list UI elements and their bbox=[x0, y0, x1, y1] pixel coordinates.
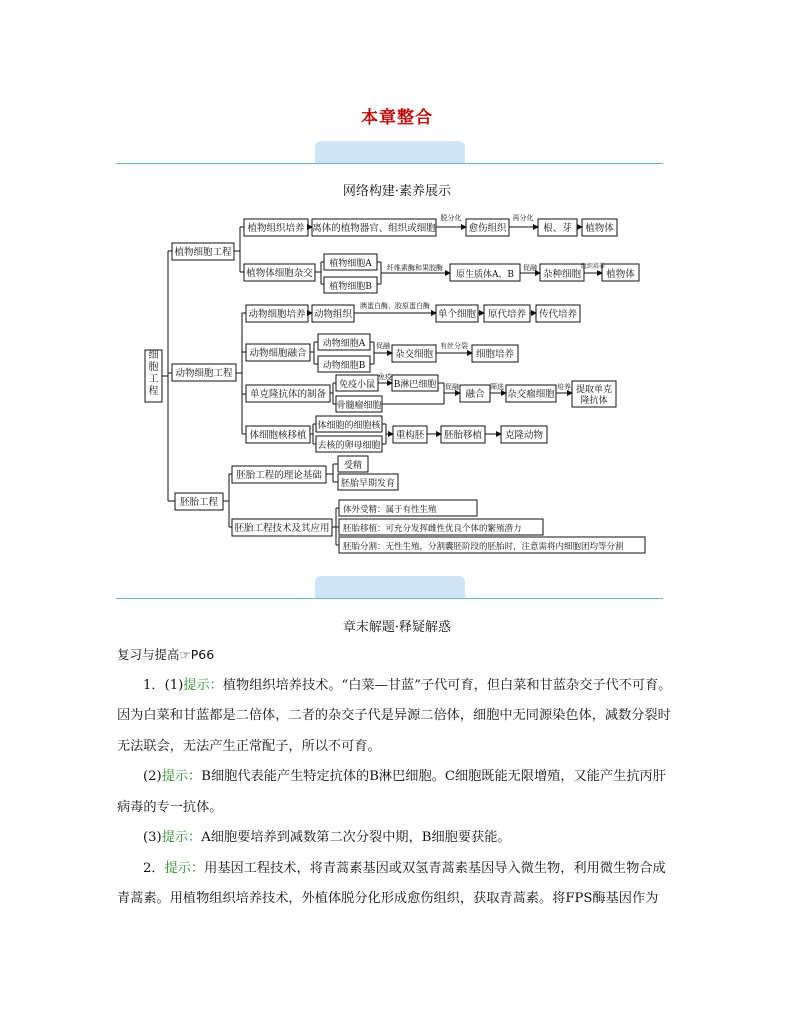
node-plant-cell-a: 植物细胞A bbox=[329, 259, 372, 269]
hint-label: 提示： bbox=[161, 769, 202, 784]
node-plant: 植物细胞工程 bbox=[174, 247, 232, 258]
answer-1-2: (2)提示：B细胞代表能产生特定抗体的B淋巴细胞。C细胞既能无限增殖，又能产生抗丙肝病毒的专一抗体。 bbox=[117, 769, 666, 815]
label-fusion-promote-3: 促融 bbox=[445, 383, 459, 391]
node-hybridoma: 杂交瘤细胞 bbox=[507, 389, 555, 400]
node-myeloma: 骨髓瘤细胞 bbox=[336, 401, 382, 411]
node-fertilization: 受精 bbox=[343, 461, 363, 471]
node-subculture: 传代培养 bbox=[538, 309, 578, 320]
node-immunized-mouse: 免疫小鼠 bbox=[338, 380, 376, 390]
node-ivf: 体外受精：属于有性生殖 bbox=[343, 505, 437, 515]
label-trypsin: 胰蛋白酶、胶原蛋白酶 bbox=[360, 302, 430, 310]
label-screen: 筛选 bbox=[490, 383, 504, 391]
node-transfer: 胚胎移植：可充分发挥雌性优良个体的繁殖潜力 bbox=[343, 524, 522, 534]
hint-label: 提示： bbox=[183, 677, 223, 693]
node-animal-cell-a: 动物细胞A bbox=[322, 339, 366, 349]
label-mitosis: 有丝分裂 bbox=[440, 342, 468, 350]
reference-line: 复习与提高☞P66 bbox=[117, 647, 215, 662]
answer-1-3: (3)提示：A细胞要培养到减数第二次分裂中期，B细胞要获能。 bbox=[143, 830, 511, 845]
label-fusion-promote-2: 促融 bbox=[376, 342, 390, 350]
node-plant-cell-b: 植物细胞B bbox=[329, 282, 372, 292]
label-culture: 培养 bbox=[557, 383, 571, 391]
section-heading-solutions: 章末解题·释疑解惑 bbox=[342, 620, 452, 635]
node-protoplast: 原生质体A、B bbox=[455, 270, 515, 280]
node-enucleated-oocyte: 去核的卵母细胞 bbox=[317, 441, 381, 451]
node-single-cell: 单个细胞 bbox=[437, 309, 477, 320]
node-root-bud: 根、芽 bbox=[543, 223, 572, 234]
node-nuclear-transfer: 体细胞核移植 bbox=[249, 430, 307, 441]
section-divider-2 bbox=[116, 598, 663, 599]
node-animal-tissue: 动物组织 bbox=[313, 309, 353, 320]
node-animal: 动物细胞工程 bbox=[175, 368, 233, 379]
label-immunize: 免疫 bbox=[378, 373, 392, 381]
node-animal-culture: 动物细胞培养 bbox=[248, 309, 306, 320]
node-somatic-nucleus: 体细胞的细胞核 bbox=[317, 421, 381, 431]
root-label-3: 工 bbox=[148, 374, 159, 385]
node-plant-body-2: 植物体 bbox=[606, 269, 635, 280]
node-somatic-hybrid: 植物体细胞杂交 bbox=[246, 268, 313, 279]
label-dedifferentiation: 脱分化 bbox=[440, 214, 462, 222]
node-cell-culture: 细胞培养 bbox=[475, 349, 515, 360]
hint-label: 提示： bbox=[164, 860, 205, 876]
root-label-1: 细 bbox=[148, 350, 159, 361]
node-embryo-transfer: 胚胎移植 bbox=[443, 430, 483, 441]
answer-2: 2．提示：用基因工程技术，将青蒿素基因或双氢青蒿素基因导入微生物，利用微生物合成青蒿素。用植物组织培养技术，外植体脱分化形成愈伤组织，获取青蒿素。将FPS酶基因作为 bbox=[117, 860, 666, 906]
section-tab-2 bbox=[315, 576, 465, 598]
node-animal-fusion: 动物细胞融合 bbox=[249, 348, 307, 359]
node-tissue-culture: 植物组织培养 bbox=[247, 223, 305, 234]
label-enzyme: 纤维素酶和果胶酶 bbox=[387, 264, 443, 272]
root-label-4: 程 bbox=[148, 386, 159, 397]
node-reconstructed-embryo: 重构胚 bbox=[395, 430, 425, 441]
hint-label: 提示： bbox=[161, 830, 202, 845]
page-title: 本章整合 bbox=[361, 108, 433, 128]
node-hybrid-cell: 杂种细胞 bbox=[542, 269, 582, 280]
node-explant: 离体的植物器官、组织或细胞 bbox=[312, 223, 436, 234]
node-early-development: 胚胎早期发育 bbox=[340, 479, 396, 489]
node-embryo-theory: 胚胎工程的理论基础 bbox=[236, 470, 322, 481]
label-fusion-promote: 促融 bbox=[523, 264, 537, 272]
node-clone-animal: 克隆动物 bbox=[504, 430, 544, 441]
node-monoclonal: 单克隆抗体的制备 bbox=[249, 389, 327, 400]
node-plant-body: 植物体 bbox=[585, 223, 614, 234]
node-embryo: 胚胎工程 bbox=[179, 497, 219, 508]
answer-body bbox=[117, 640, 673, 915]
node-animal-cell-b: 动物细胞B bbox=[322, 361, 366, 371]
root-label-2: 胞 bbox=[148, 362, 159, 373]
node-split: 胚胎分割：无性生殖，分割囊胚阶段的胚胎时，注意需将内细胞团均等分割 bbox=[343, 542, 624, 552]
node-primary-culture: 原代培养 bbox=[487, 309, 527, 320]
node-embryo-tech: 胚胎工程技术及其应用 bbox=[234, 523, 330, 534]
node-extract-antibody-1: 提取单克 bbox=[575, 385, 613, 395]
label-tissue-culture-short: 组织培养 bbox=[580, 263, 606, 270]
node-hybrid-cell-2: 杂交细胞 bbox=[394, 349, 434, 360]
node-callus: 愈伤组织 bbox=[468, 223, 507, 234]
section-heading-network: 网络构建·素养展示 bbox=[342, 184, 452, 199]
answer-1-1: 1．(1)提示：植物组织培养技术。“白菜—甘蓝”子代可育，但白菜和甘蓝杂交子代不可育。因为白菜和甘蓝都是二倍体，二者的杂交子代是异源二倍体，细胞中无同源染色体，减数分裂时无法联会，无法产生正常配子，所以不可育。 bbox=[117, 677, 672, 754]
node-extract-antibody-2: 隆抗体 bbox=[580, 396, 608, 406]
node-b-cell: B淋巴细胞 bbox=[393, 380, 437, 390]
node-fuse: 融合 bbox=[465, 389, 485, 400]
label-redifferentiation: 再分化 bbox=[512, 214, 534, 222]
